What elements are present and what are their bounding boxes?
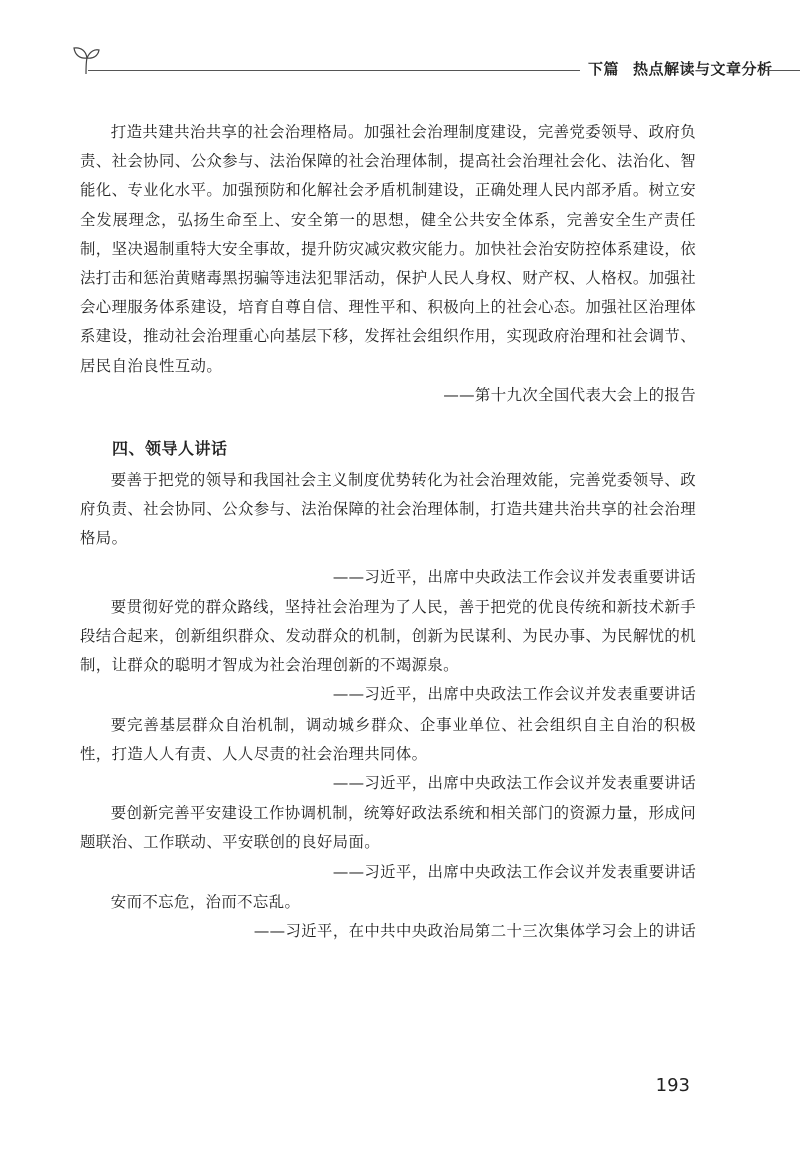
page-body bbox=[80, 118, 696, 947]
report-source: ——第十九次全国代表大会上的报告 bbox=[443, 385, 696, 404]
quote-paragraph-4: 要创新完善平安建设工作协调机制，统筹好政法系统和相关部门的资源力量，形成问题联治、工作联动、平安联创的良好局面。 bbox=[80, 804, 696, 852]
quote-paragraph-2: 要贯彻好党的群众路线，坚持社会治理为了人民，善于把党的优良传统和新技术新手段结合起来，创新组织群众、发动群众的机制，创新为民谋利、为民办事、为民解忧的机制，让群众的聪明才智成为社会治理创新的不竭源泉。 bbox=[80, 597, 696, 675]
running-header bbox=[72, 44, 800, 80]
quote-paragraph-3: 要完善基层群众自治机制，调动城乡群众、企事业单位、社会组织自主自治的积极性，打造人人有责、人人尽责的社会治理共同体。 bbox=[80, 715, 696, 763]
header-part: 下篇 bbox=[588, 60, 620, 78]
quote-paragraph-5: 安而不忘危，治而不忘乱。 bbox=[110, 892, 301, 911]
quote-source-1: ——习近平，出席中央政法工作会议并发表重要讲话 bbox=[332, 567, 696, 586]
header-rule-left bbox=[88, 70, 580, 71]
quote-source-2: ——习近平，出席中央政法工作会议并发表重要讲话 bbox=[332, 685, 696, 704]
header-section-title: 热点解读与文章分析 bbox=[633, 60, 773, 78]
report-paragraph: 打造共建共治共享的社会治理格局。加强社会治理制度建设，完善党委领导、政府负责、社会协同、公众参与、法治保障的社会治理体制，提高社会治理社会化、法治化、智能化、专业化水平。加强预防和化解社会矛盾机制建设，正确处理人民内部矛盾。树立安全发展理念，弘扬生命至上、安全第一的思想，健全公共安全体系，完善安全生产责任制，坚决遏制重特大安全事故，提升防灾减灾救灾能力。加快社会治安防控体系建设，依法打击和惩治黄赌毒黑拐骗等违法犯罪活动，保护人民人身权、财产权、人格权。加强社会心理服务体系建设，培育自尊自信、理性平和、积极向上的社会心态。加强社区治理体系建设，推动社会治理重心向基层下移，发挥社会组织作用，实现政府治理和社会调节、居民自治良性互动。 bbox=[80, 123, 696, 375]
quote-paragraph-1: 要善于把党的领导和我国社会主义制度优势转化为社会治理效能，完善党委领导、政府负责、社会协同、公众参与、法治保障的社会治理体制，打造共建共治共享的社会治理格局。 bbox=[80, 471, 696, 548]
quote-source-4: ——习近平，出席中央政法工作会议并发表重要讲话 bbox=[332, 862, 696, 881]
quote-source-3: ——习近平，出席中央政法工作会议并发表重要讲话 bbox=[332, 774, 696, 793]
quote-source-5: ——习近平，在中共中央政治局第二十三次集体学习会上的讲话 bbox=[253, 922, 696, 941]
section-heading: 四、领导人讲话 bbox=[112, 439, 228, 459]
header-rule-right bbox=[764, 70, 800, 71]
header-title bbox=[588, 58, 773, 79]
page-number: 193 bbox=[655, 1075, 690, 1096]
